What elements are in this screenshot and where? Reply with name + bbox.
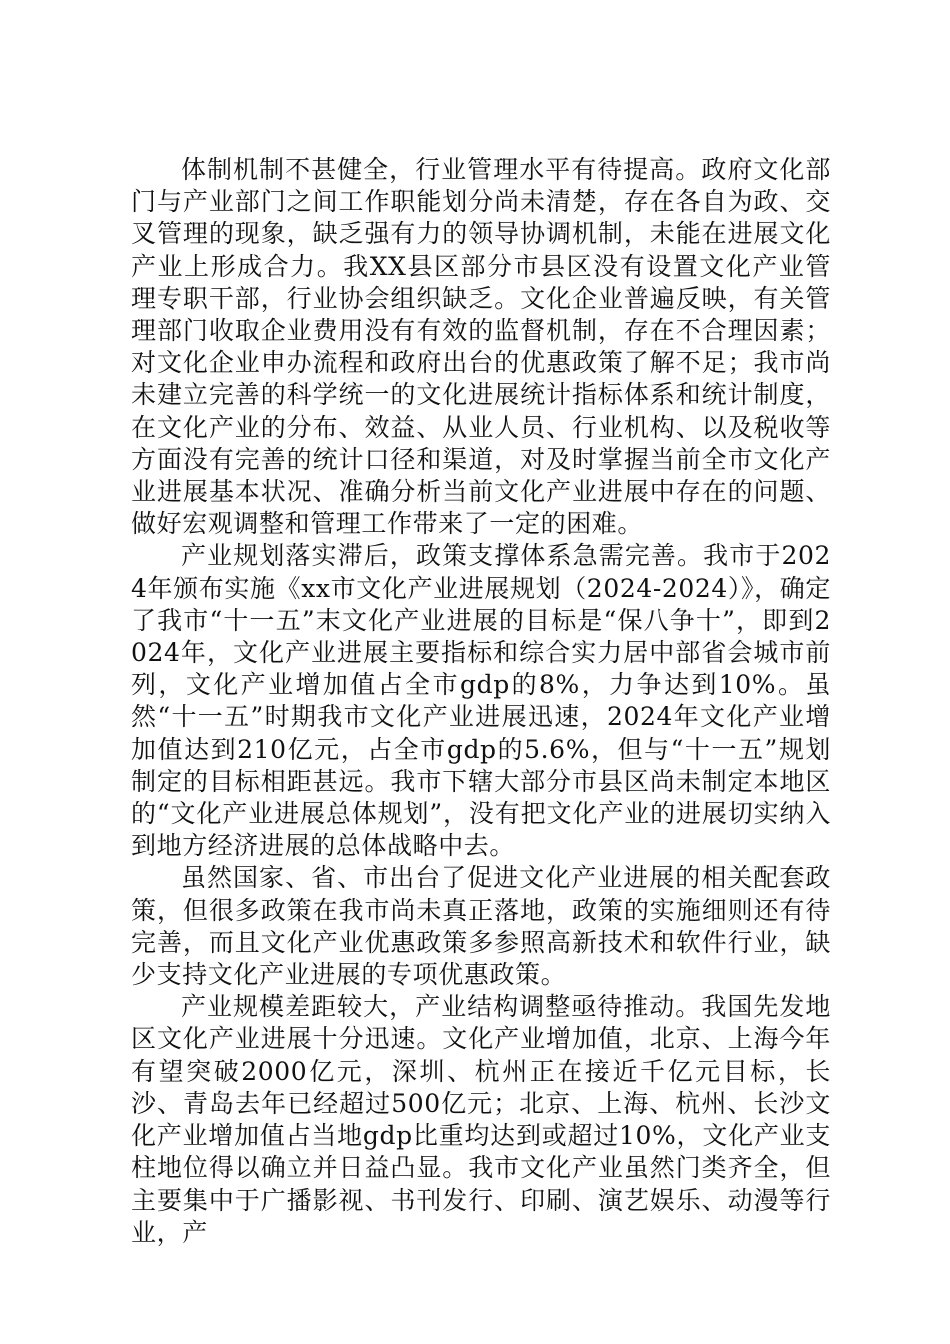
paragraph-industry-planning: 产业规划落实滞后，政策支撑体系急需完善。我市于2024年颁布实施《xx市文化产业进展规划（2024-2024）》，确定了我市“十一五”末文化产业进展的目标是“保八争十”，即到2024年，文化产业进展主要指标和综合实力居中部省会城市前列，文化产业增加值占全市gdp的8%，力争达到10%。虽然“十一五”时期我市文化产业进展迅速，2024年文化产业增加值达到210亿元，占全市gdp的5.6%，但与“十一五”规划制定的目标相距甚远。我市下辖大部分市县区尚未制定本地区的“文化产业进展总体规划”，没有把文化产业的进展切实纳入到地方经济进展的总体战略中去。 xyxy=(131,541,831,861)
document-page xyxy=(131,154,831,1249)
paragraph-policy-support: 虽然国家、省、市出台了促进文化产业进展的相关配套政策，但很多政策在我市尚未真正落地，政策的实施细则还有待完善，而且文化产业优惠政策多参照高新技术和软件行业，缺少支持文化产业进展的专项优惠政策。 xyxy=(131,863,831,990)
paragraph-industry-scale: 产业规模差距较大，产业结构调整亟待推动。我国先发地区文化产业进展十分迅速。文化产业增加值，北京、上海今年有望突破2000亿元，深圳、杭州正在接近千亿元目标，长沙、青岛去年已经超过500亿元；北京、上海、杭州、长沙文化产业增加值占当地gdp比重均达到或超过10%，文化产业支柱地位得以确立并日益凸显。我市文化产业虽然门类齐全，但主要集中于广播影视、书刊发行、印刷、演艺娱乐、动漫等行业，产 xyxy=(131,992,831,1247)
paragraph-management-system: 体制机制不甚健全，行业管理水平有待提高。政府文化部门与产业部门之间工作职能划分尚未清楚，存在各自为政、交叉管理的现象，缺乏强有力的领导协调机制，未能在进展文化产业上形成合力。我XX县区部分市县区没有设置文化产业管理专职干部，行业协会组织缺乏。文化企业普遍反映，有关管理部门收取企业费用没有有效的监督机制，存在不合理因素；对文化企业申办流程和政府出台的优惠政策了解不足；我市尚未建立完善的科学统一的文化进展统计指标体系和统计制度，在文化产业的分布、效益、从业人员、行业机构、以及税收等方面没有完善的统计口径和渠道，对及时掌握当前全市文化产业进展基本状况、准确分析当前文化产业进展中存在的问题、做好宏观调整和管理工作带来了一定的困难。 xyxy=(131,155,831,539)
